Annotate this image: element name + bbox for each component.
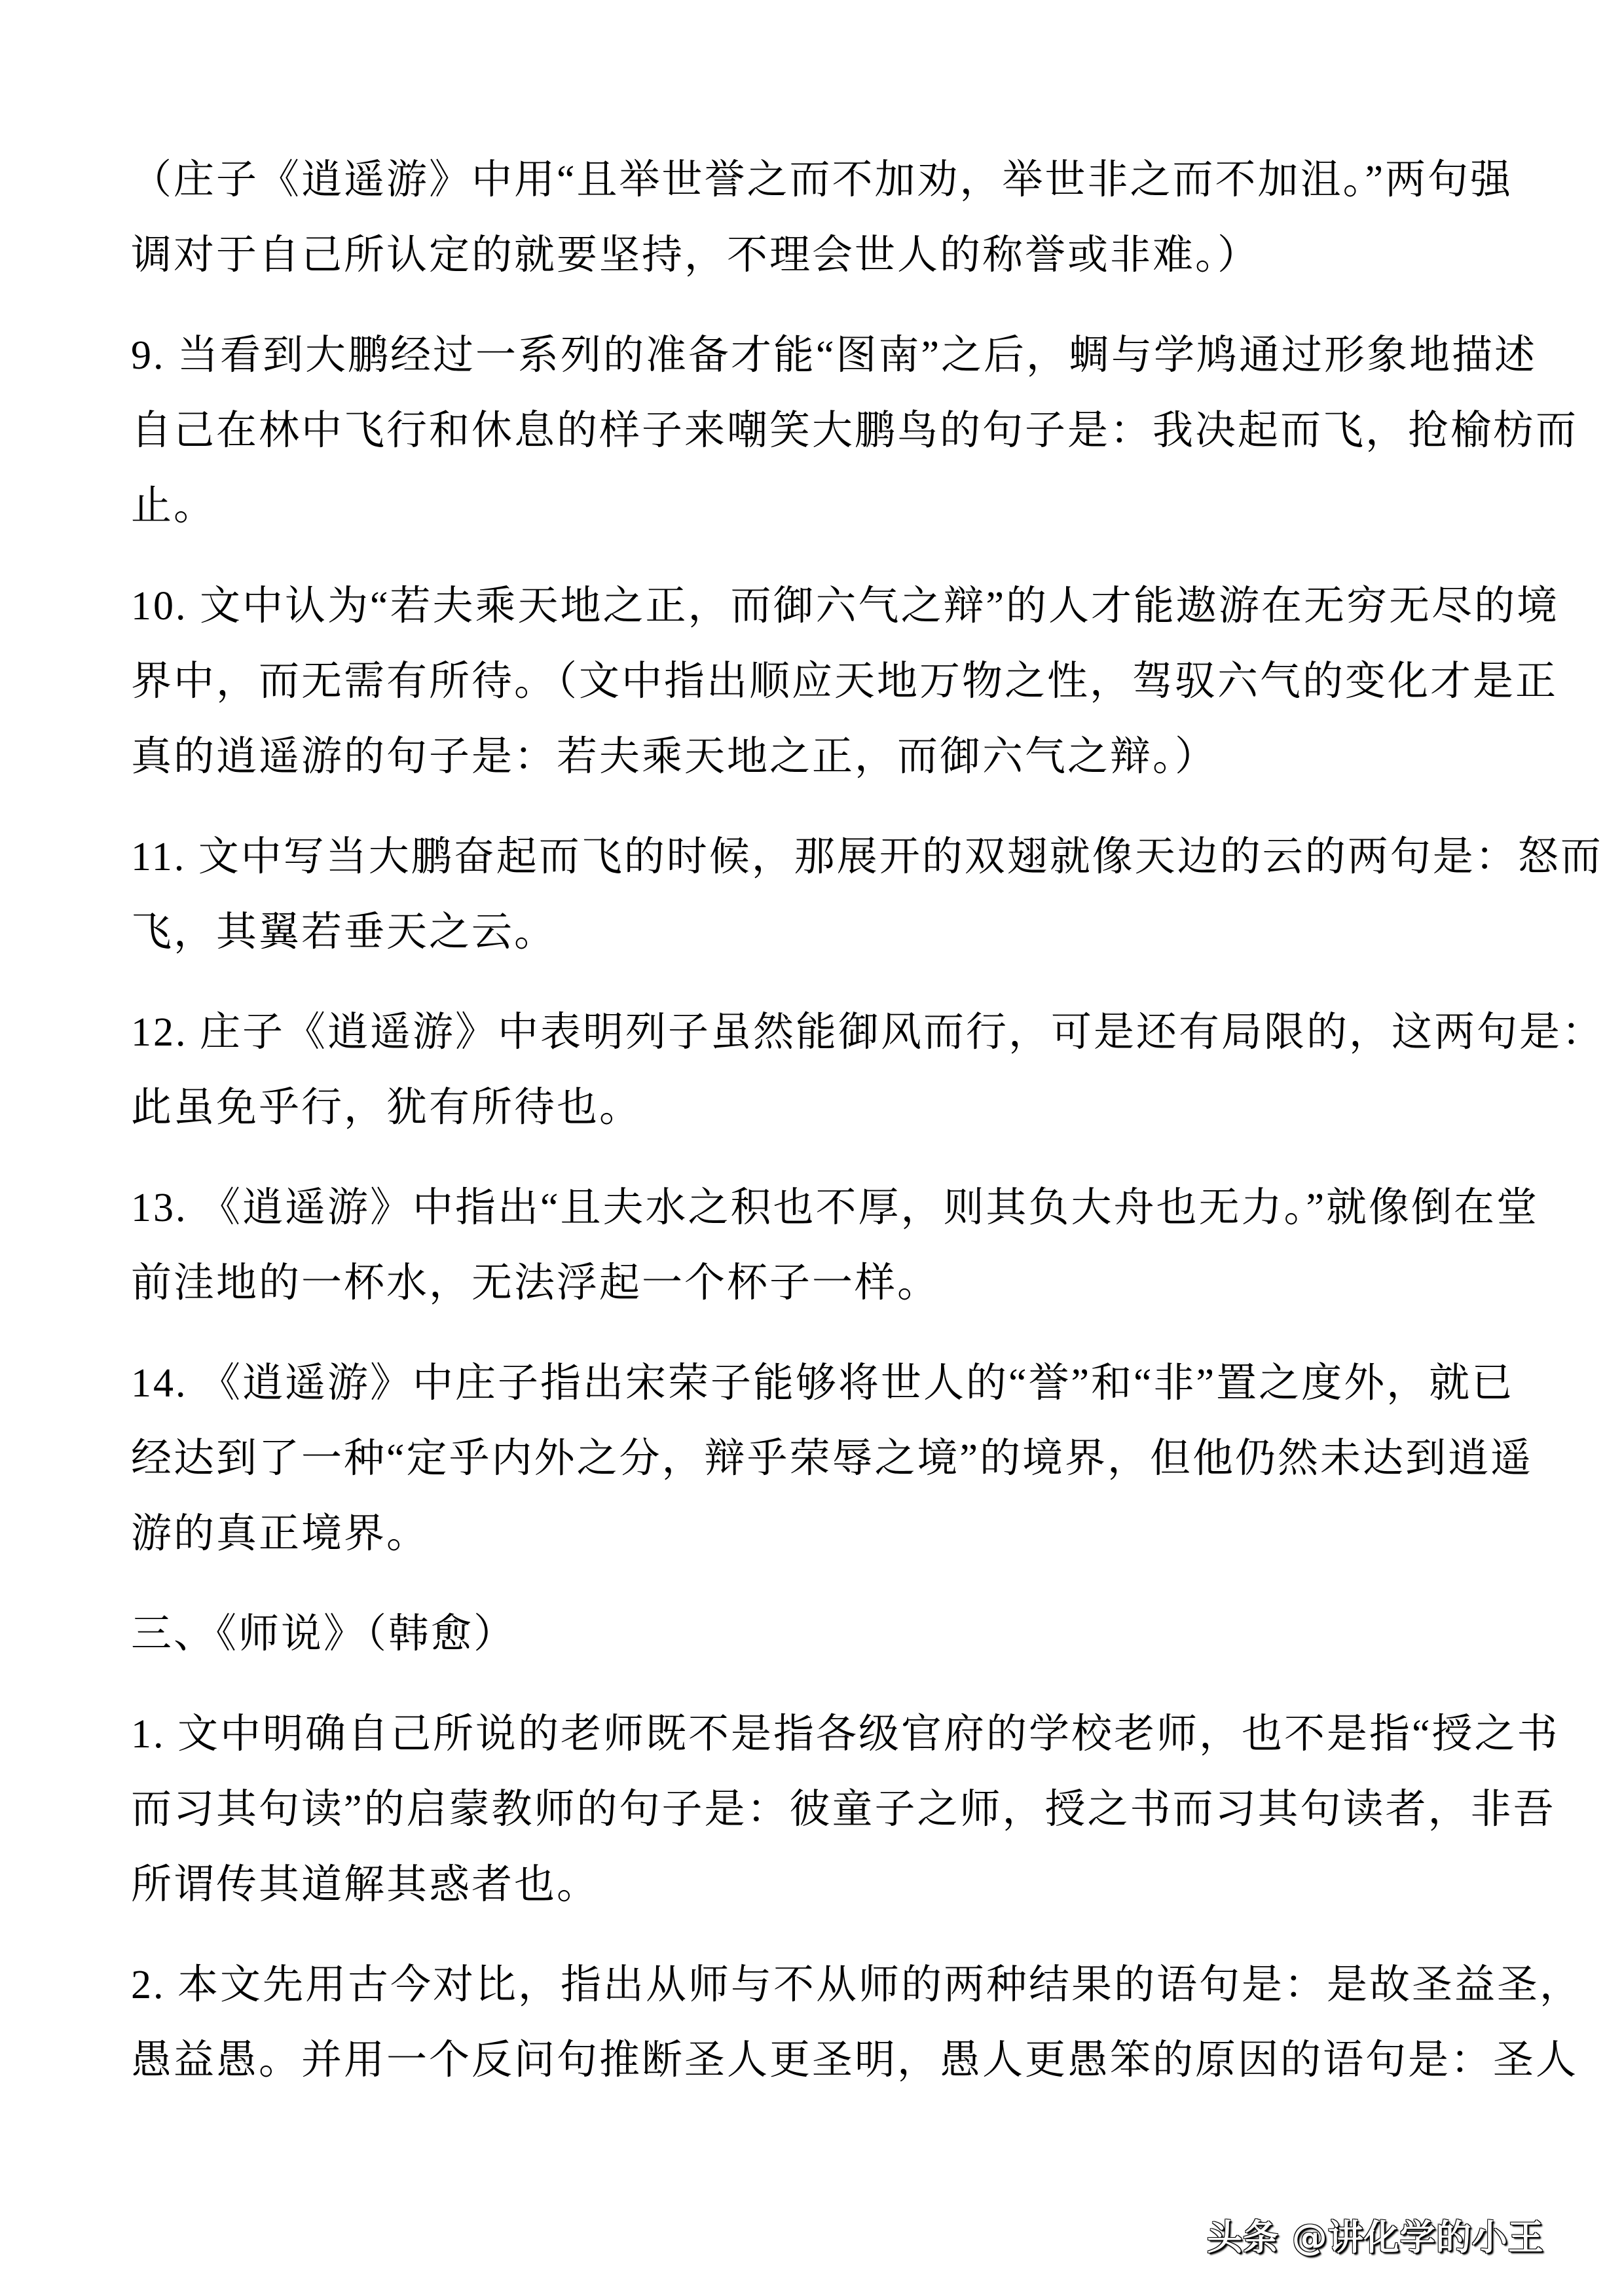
text-line: 13. 《逍遥游》中指出“且夫水之积也不厚，则其负大舟也无力。”就像倒在堂 [131,1186,1540,1230]
text-line: 9. 当看到大鹏经过一系列的准备才能“图南”之后，蜩与学鸠通过形象地描述 [131,333,1538,378]
text-line: 此虽免乎行，犹有所待也。 [131,1085,642,1130]
text-line: 真的逍遥游的句子是：若夫乘天地之正，而御六气之辩。） [131,735,1218,779]
text-line: 界中，而无需有所待。（文中指出顺应天地万物之性，驾驭六气的变化才是正 [131,659,1559,704]
document-text-block [131,143,1605,2123]
paragraph-item-11 [131,820,1603,970]
text-line: 而习其句读”的启蒙教师的句子是：彼童子之师，授之书而习其句读者，非吾 [131,1787,1556,1832]
text-line: 14. 《逍遥游》中庄子指出宋荣子能够将世人的“誉”和“非”置之度外，就已 [131,1361,1515,1406]
text-line: 调对于自己所认定的就要坚持，不理会世人的称誉或非难。） [131,233,1261,278]
paragraph-item-2 [131,1948,1583,2098]
text-line: 经达到了一种“定乎内外之分，辩乎荣辱之境”的境界，但他仍然未达到逍遥 [131,1436,1534,1481]
text-line: 2. 本文先用古今对比，指出从师与不从师的两种结果的语句是：是故圣益圣， [131,1963,1583,2007]
paragraph-item-9 [131,318,1579,544]
text-line: 11. 文中写当大鹏奋起而飞的时候，那展开的双翅就像天边的云的两句是：怒而 [131,835,1603,879]
text-line: 自己在林中飞行和休息的样子来嘲笑大鹏鸟的句子是：我决起而飞，抢榆枋而 [131,409,1579,453]
text-line: 1. 文中明确自己所说的老师既不是指各级官府的学校老师，也不是指“授之书 [131,1712,1560,1757]
paragraph-item-13 [131,1171,1540,1321]
watermark-text: 头条 @讲化学的小王 [1207,2217,1544,2258]
text-line: 前洼地的一杯水，无法浮起一个杯子一样。 [131,1261,940,1305]
text-line: （庄子《逍遥游》中用“且举世誉之而不加劝，举世非之而不加沮。”两句强 [131,158,1513,202]
paragraph-item-14 [131,1346,1534,1572]
text-line: 12. 庄子《逍遥游》中表明列子虽然能御风而行，可是还有局限的，这两句是： [131,1010,1605,1055]
text-line: 愚益愚。并用一个反问句推断圣人更圣明，愚人更愚笨的原因的语句是：圣人 [131,2038,1579,2083]
text-line: 游的真正境界。 [131,1512,430,1556]
text-line: 所谓传其道解其惑者也。 [131,1863,600,1907]
paragraph-item-1 [131,1697,1560,1923]
paragraph-item-10 [131,569,1560,795]
paragraph-item-12 [131,995,1605,1146]
text-line: 止。 [131,484,217,528]
section-heading-shishuo [131,1597,1496,1672]
section-heading-text: 三、《师说》（韩愈） [131,1612,517,1656]
text-line: 10. 文中认为“若夫乘天地之正，而御六气之辩”的人才能遨游在无穷无尽的境 [131,584,1560,629]
paragraph-continuation [131,143,1513,293]
text-line: 飞，其翼若垂天之云。 [131,910,557,955]
